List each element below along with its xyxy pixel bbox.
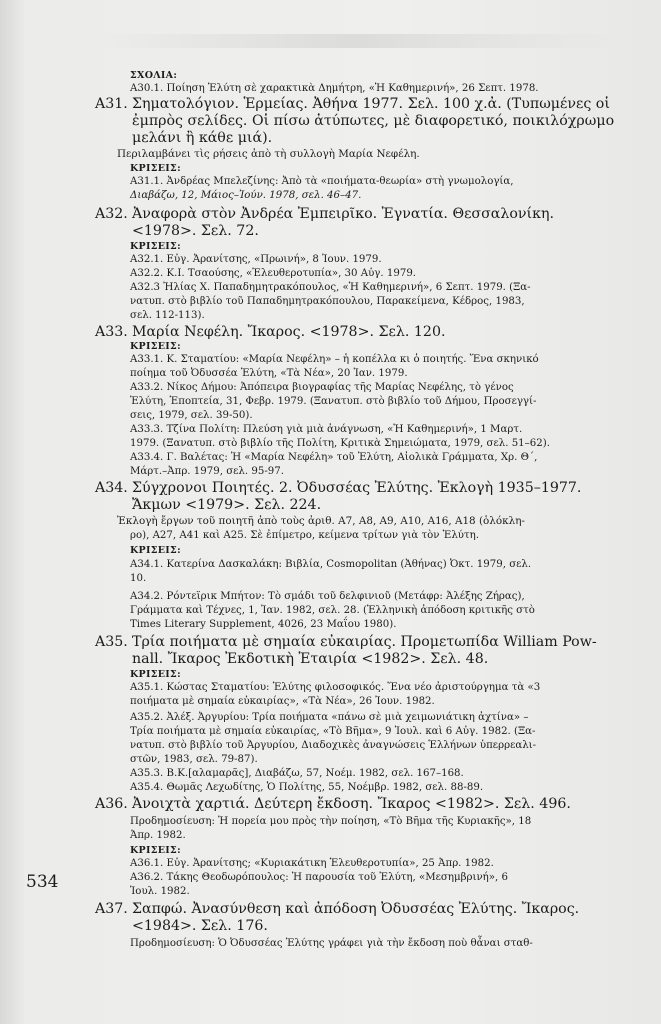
review-line: ποιήματα μὲ σημαία εὐκαιρίας», «Τὰ Νέα», 26 Ἰουν. 1982. <box>130 696 435 707</box>
entry-a36 <box>95 796 571 813</box>
section-heading-reviews: ΚΡΙΣΕΙΣ: <box>130 845 181 856</box>
review-line: Α35.1. Κώστας Σταματίου: Ἐλύτης φιλοσοφικός. Ἕνα νέο ἀριστούργημα τὰ «3 <box>130 682 541 693</box>
entry-number: Α37. <box>95 901 128 917</box>
review-line: σεις, 1979, σελ. 39-50). <box>130 410 253 421</box>
section-heading-reviews: ΚΡΙΣΕΙΣ: <box>130 163 181 174</box>
entry-a33 <box>95 324 445 341</box>
entry-a32 <box>95 206 554 223</box>
review-line: νατυπ. στὸ βιβλίο τοῦ Παπαδημητρακόπουλου, Παρακείμενα, Κέδρος, 1983, <box>130 296 525 307</box>
review-line: στῶν, 1983, σελ. 79-87). <box>130 754 258 765</box>
entry-number: Α33. <box>95 324 128 340</box>
entry-continuation: <1984>. Σελ. 176. <box>132 918 268 934</box>
entry-a37 <box>95 901 579 918</box>
annotation-line: Ἀπρ. 1982. <box>130 830 186 841</box>
section-heading-scholia: ΣΧΟΛΙΑ: <box>130 70 178 81</box>
review-line: Α31.1. Ἀνδρέας Μπελεζίνης: Ἀπὸ τὰ «ποιήματα-θεωρία» στὴ γνωμολογία, <box>130 176 514 187</box>
entry-continuation: Ἄκμων <1979>. Σελ. 224. <box>132 497 322 513</box>
note-line: Α30.1. Ποίηση Ἐλύτη σὲ χαρακτικὰ Δημήτρη, «Ἡ Καθημερινή», 26 Σεπτ. 1978. <box>130 83 539 94</box>
review-line: Α35.2. Ἀλέξ. Ἀργυρίου: Τρία ποιήματα «πάνω σὲ μιὰ χειμωνιάτικη ἀχτίνα» – <box>130 712 529 723</box>
entry-a31 <box>95 96 610 113</box>
entry-title: Ἀνοιχτὰ χαρτιά. Δεύτερη ἔκδοση. Ἴκαρος <1982>. Σελ. 496. <box>132 796 571 812</box>
review-line: Α32.2. Κ.Ι. Τσαούσης, «Ἐλευθεροτυπία», 30 Αὐγ. 1979. <box>130 268 417 279</box>
entry-number: Α32. <box>95 206 128 222</box>
entry-title: Μαρία Νεφέλη. Ἴκαρος. <1978>. Σελ. 120. <box>132 324 446 340</box>
review-line: 10. <box>130 573 147 584</box>
entry-number: Α31. <box>95 96 128 112</box>
entry-a35 <box>95 634 597 651</box>
annotation-line: ρο), Α27, Α41 καὶ Α25. Σὲ ἐπίμετρο, κείμενα τρίτων γιὰ τὸν Ἐλύτη. <box>130 530 479 541</box>
entry-title: Ἀναφορὰ στὸν Ἀνδρέα Ἐμπειρῖκο. Ἐγνατία. Θεσσαλονίκη. <box>132 206 554 222</box>
entry-title: Σαπφώ. Ἀνασύνθεση καὶ ἀπόδοση Ὀδυσσέας Ἐλύτης. Ἴκαρος. <box>132 901 580 917</box>
review-line: Α35.4. Θωμᾶς Λεχωδίτης, Ὁ Πολίτης, 55, Νοέμβρ. 1982, σελ. 88-89. <box>130 782 484 793</box>
review-line: Α33.1. Κ. Σταματίου: «Μαρία Νεφέλη» – ἡ κοπέλλα κι ὁ ποιητής. Ἕνα σκηνικό <box>130 354 539 365</box>
annotation-line: Ἐκλογὴ ἔργων τοῦ ποιητῆ ἀπὸ τοὺς ἀριθ. Α7, Α8, Α9, Α10, Α16, Α18 (ὁλόκλη- <box>117 515 525 527</box>
entry-a34 <box>95 480 581 497</box>
page-number: 534 <box>26 872 59 892</box>
review-line: Times Literary Supplement, 4026, 23 Μαΐου 1980). <box>130 619 397 630</box>
section-heading-reviews: ΚΡΙΣΕΙΣ: <box>130 669 181 680</box>
review-line: νατυπ. στὸ βιβλίο τοῦ Ἀργυρίου, Διαδοχικὲς ἀναγνώσεις Ἑλλήνων ὑπερρεαλι- <box>130 740 537 751</box>
review-line: Διαβάζω, 12, Μάιος–Ἰούν. 1978, σελ. 46–47. <box>130 190 362 201</box>
review-line: Α35.3. Β.Κ.[αλαμαρᾶς], Διαβάζω, 57, Νοέμ. 1982, σελ. 167–168. <box>130 768 464 779</box>
review-line: Α32.3 Ἠλίας Χ. Παπαδημητρακόπουλος, «Ἡ Καθημερινή», 6 Σεπτ. 1979. (Ξα- <box>130 282 531 293</box>
review-line: Α33.4. Γ. Βαλέτας: Ἡ «Μαρία Νεφέλη» τοῦ Ἐλύτη, Αἰολικὰ Γράμματα, Χρ. Θ΄, <box>130 452 538 463</box>
entry-continuation: <1978>. Σελ. 72. <box>132 223 259 239</box>
entry-number: Α36. <box>95 796 128 812</box>
section-heading-reviews: ΚΡΙΣΕΙΣ: <box>130 241 181 252</box>
review-line: ποίημα τοῦ Ὀδυσσέα Ἐλύτη, «Τὰ Νέα», 20 Ἰαν. 1979. <box>130 368 408 379</box>
review-line: Γράμματα καὶ Τέχνες, 1, Ἰαν. 1982, σελ. 28. (Ἑλληνικὴ ἀπόδοση κριτικῆς στὸ <box>130 605 535 616</box>
annotation-line: Περιλαμβάνει τὶς ρήσεις ἀπὸ τὴ συλλογὴ Μαρία Νεφέλη. <box>117 148 420 160</box>
review-line: Α32.1. Εὐγ. Ἀρανίτσης, «Πρωινή», 8 Ἰουν. 1979. <box>130 254 382 265</box>
annotation-line: Προδημοσίευση: Ἡ πορεία μου πρὸς τὴν ποίηση, «Τὸ Βῆμα τῆς Κυριακῆς», 18 <box>130 816 532 827</box>
review-line: Ἰουλ. 1982. <box>130 886 190 897</box>
entry-title: Σηματολόγιον. Ἑρμείας. Ἀθήνα 1977. Σελ. 100 χ.ἀ. (Τυπωμένες οἱ <box>132 96 610 112</box>
review-line: Α33.3. Τζίνα Πολίτη: Πλεύση γιὰ μιὰ ἀνάγνωση, «Ἡ Καθημερινή», 1 Μαρτ. <box>130 424 523 435</box>
entry-continuation: nall. Ἴκαρος Ἐκδοτικὴ Ἑταιρία <1982>. Σελ. 48. <box>132 651 489 667</box>
review-line: Α33.2. Νίκος Δήμου: Ἀπόπειρα βιογραφίας τῆς Μαρίας Νεφέλης, τὸ γένος <box>130 382 514 393</box>
review-line: 1979. (Ξανατυπ. στὸ βιβλίο τῆς Πολίτη, Κριτικὰ Σημειώματα, 1979, σελ. 51–62). <box>130 438 550 449</box>
review-line: Α36.1. Εὐγ. Ἀρανίτσης; «Κυριακάτικη Ἐλευθεροτυπία», 25 Ἀπρ. 1982. <box>130 858 494 869</box>
review-line: Μάρτ.–Ἀπρ. 1979, σελ. 95-97. <box>130 466 284 477</box>
entry-number: Α35. <box>95 634 128 650</box>
review-line: Α36.2. Τάκης Θεοδωρόπουλος: Ἡ παρουσία τοῦ Ἐλύτη, «Μεσημβρινή», 6 <box>130 872 508 883</box>
section-heading-reviews: ΚΡΙΣΕΙΣ: <box>130 545 181 556</box>
review-line: Α34.1. Κατερίνα Δασκαλάκη: Βιβλία, Cosmopolitan (Ἀθήνας) Ὀκτ. 1979, σελ. <box>130 559 532 570</box>
annotation-line: Προδημοσίευση: Ὁ Ὀδυσσέας Ἐλύτης γράφει γιὰ τὴν ἔκδοση ποὺ θἆναι σταθ- <box>130 938 533 949</box>
review-line: Τρία ποιήματα μὲ σημαία εὐκαιρίας, «Τὸ Βῆμα», 9 Ἰουλ. καὶ 6 Αὐγ. 1982. (Ξα- <box>130 726 536 737</box>
entry-continuation: μελάνι ἢ κάθε μιά). <box>132 130 273 146</box>
review-line: Α34.2. Ρόντεϊρικ Μπήτον: Τὸ σμάδι τοῦ δελφινιοῦ (Μετάφρ: Ἀλέξης Ζήρας), <box>130 591 525 602</box>
review-line: σελ. 112-113). <box>130 310 205 321</box>
review-line: Ἐλύτη, Ἐποπτεία, 31, Φεβρ. 1979. (Ξανατυπ. στὸ βιβλίο τοῦ Δήμου, Προσεγγί- <box>130 396 537 407</box>
entry-title: Τρία ποιήματα μὲ σημαία εὐκαιρίας. Προμετωπίδα William Pow- <box>132 634 597 650</box>
entry-continuation: ἐμπρὸς σελίδες. Οἱ πίσω ἀτύπωτες, μὲ διαφορετικό, ποικιλόχρωμο <box>132 113 615 129</box>
entry-number: Α34. <box>95 480 128 496</box>
section-heading-reviews: ΚΡΙΣΕΙΣ: <box>130 341 181 352</box>
entry-title: Σύγχρονοι Ποιητές. 2. Ὀδυσσέας Ἐλύτης. Ἐκλογὴ 1935–1977. <box>132 480 582 496</box>
